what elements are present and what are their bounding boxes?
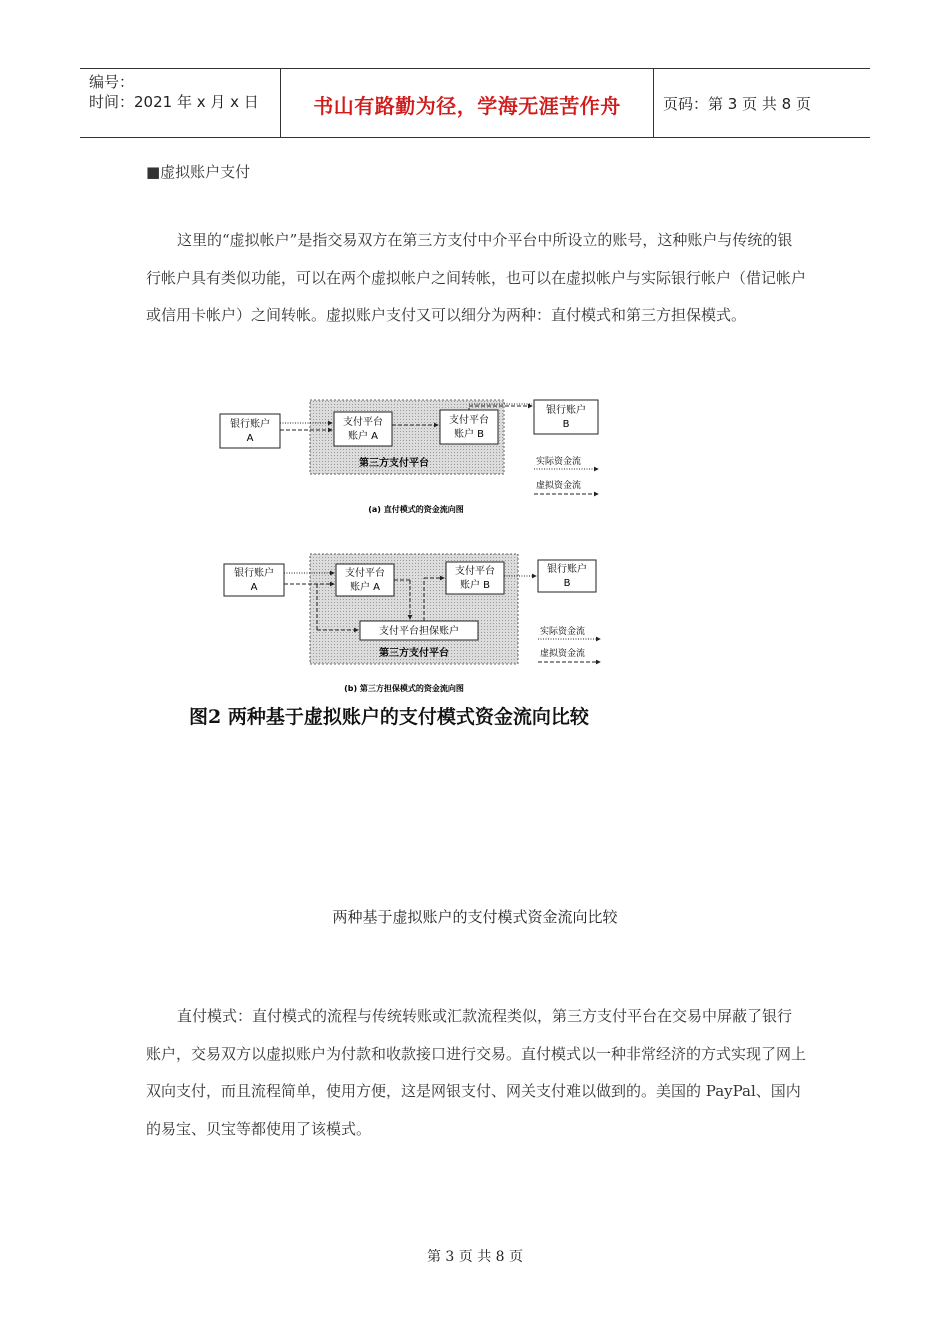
platform-label-a: 第三方支付平台 <box>359 458 429 469</box>
bank-b-label-1: 银行账户 <box>546 405 586 416</box>
caption-b: (b) 第三方担保模式的资金流向图 <box>344 684 464 693</box>
document-time-label: 时间：2021 年 x 月 x 日 <box>89 93 259 111</box>
sub-title: 两种基于虚拟账户的支付模式资金流向比较 <box>332 908 618 926</box>
pay-a-label-b-1: 支付平台 <box>345 568 385 579</box>
bank-a-label-2: A <box>246 433 254 444</box>
page-footer: 第 3 页 共 8 页 <box>426 1249 524 1265</box>
figure-caption: 图2 两种基于虚拟账户的支付模式资金流向比较 <box>189 706 589 728</box>
flow-diagram-figure <box>214 392 614 701</box>
pay-b-label-2: 账户 B <box>453 429 485 440</box>
pay-a-label-b-2: 账户 A <box>349 582 381 593</box>
header-table <box>80 68 870 138</box>
diagram-a <box>220 400 598 514</box>
diagram-b <box>224 554 600 693</box>
pay-b-label-b-2: 账户 B <box>459 580 491 591</box>
bank-a-label-b-1: 银行账户 <box>234 568 274 579</box>
legend-real-b: 实际资金流 <box>540 627 586 637</box>
pay-a-label-1: 支付平台 <box>343 417 383 428</box>
bank-b-label-b-1: 银行账户 <box>547 564 587 575</box>
flow-diagram <box>214 392 614 697</box>
bank-a-label-b-2: A <box>250 582 258 593</box>
header-middle-cell <box>281 69 654 137</box>
pay-b-label-1: 支付平台 <box>449 415 489 426</box>
bank-b-label-2: B <box>562 419 570 430</box>
document-number-label: 编号： <box>89 73 135 91</box>
header-motto: 书山有路勤为径，学海无涯苦作舟 <box>313 94 621 118</box>
header-left-cell <box>80 69 281 137</box>
bank-a-label-1: 银行账户 <box>230 419 270 430</box>
section-title: ■虚拟账户支付 <box>146 163 251 181</box>
header-page-info: 页码：第 3 页 共 8 页 <box>663 95 811 113</box>
escrow-label: 支付平台担保账户 <box>379 626 459 637</box>
paragraph-virtual-account: 这里的“虚拟帐户”是指交易双方在第三方支付中介平台中所设立的账号，这种账户与传统的银行帐户具有类似功能，可以在两个虚拟帐户之间转帐，也可以在虚拟帐户与实际银行帐户（借记帐户或信用卡帐户）之间转帐。虚拟账户支付又可以细分为两种：直付模式和第三方担保模式。 <box>146 231 807 324</box>
header-right-cell <box>654 69 870 137</box>
pay-a-label-2: 账户 A <box>347 431 379 442</box>
platform-label-b: 第三方支付平台 <box>379 648 449 659</box>
legend-real-a: 实际资金流 <box>536 457 582 467</box>
paragraph-direct-mode: 直付模式：直付模式的流程与传统转账或汇款流程类似，第三方支付平台在交易中屏蔽了银行账户，交易双方以虚拟账户为付款和收款接口进行交易。直付模式以一种非常经济的方式实现了网上双向支付，而且流程简单，使用方便，这是网银支付、网关支付难以做到的。美国的 PayPal、国内的易宝、贝宝等都使用了该模式。 <box>146 1007 807 1138</box>
pay-b-label-b-1: 支付平台 <box>455 566 495 577</box>
caption-a: (a) 直付模式的资金流向图 <box>368 505 464 514</box>
legend-virtual-b: 虚拟资金流 <box>540 649 586 659</box>
bank-b-label-b-2: B <box>563 578 571 589</box>
legend-virtual-a: 虚拟资金流 <box>536 481 582 491</box>
